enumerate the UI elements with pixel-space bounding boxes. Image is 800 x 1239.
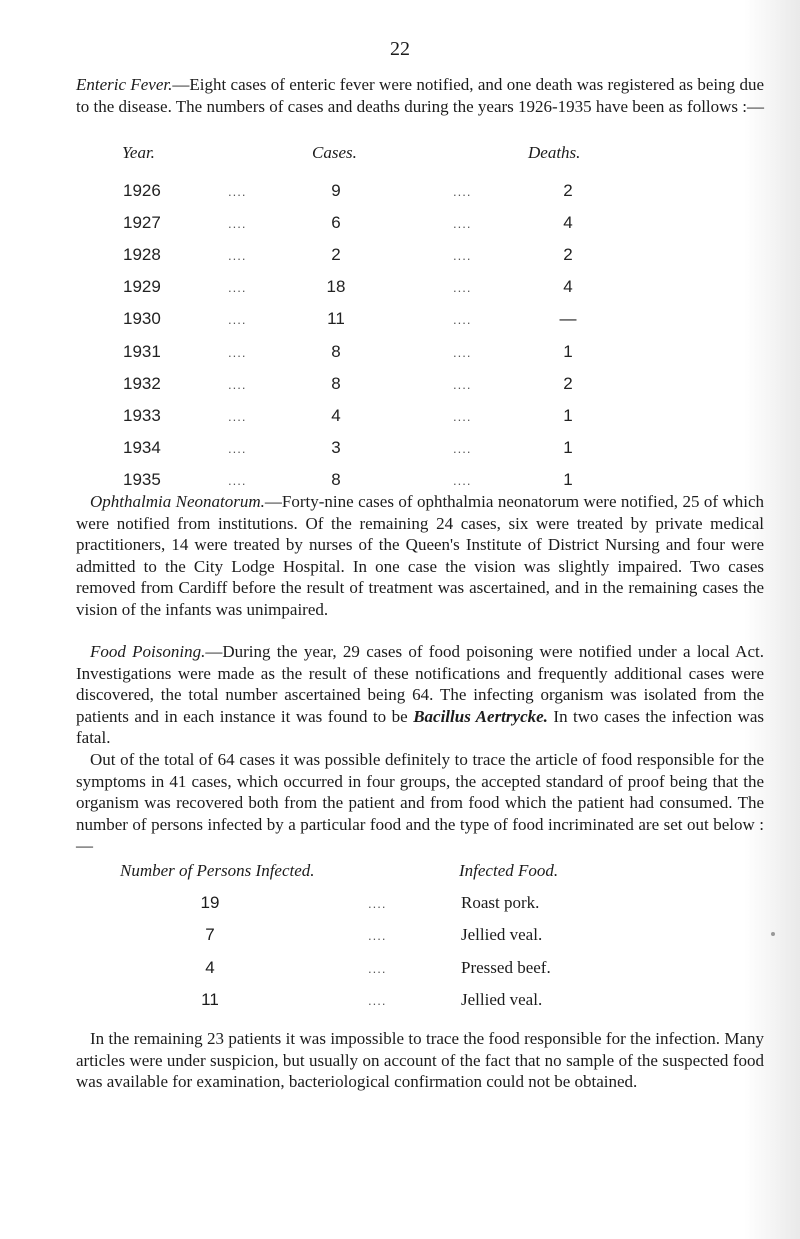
persons-infected-cell: 4 (205, 957, 215, 977)
dot-leader: .... (228, 312, 247, 328)
dot-leader: .... (453, 472, 472, 488)
ophthalmia-paragraph (76, 491, 764, 621)
remaining-patients-paragraph (76, 1028, 764, 1093)
year-cell: 1929 (123, 277, 161, 297)
deaths-cell: 4 (563, 277, 573, 297)
deaths-cell: 1 (563, 341, 573, 361)
dot-leader: .... (228, 280, 247, 296)
infected-food-cell: Jellied veal. (461, 925, 543, 945)
deaths-cell: 2 (563, 373, 573, 393)
dot-leader: .... (453, 216, 472, 232)
cases-cell: 9 (331, 181, 341, 200)
cases-cell: 4 (331, 405, 341, 425)
column-header-year: Year. (122, 143, 155, 162)
dot-leader: .... (228, 184, 247, 199)
infected-food-cell: Pressed beef. (461, 957, 551, 977)
year-cell: 1930 (123, 309, 161, 329)
dot-leader: .... (228, 408, 247, 424)
deaths-cell: 1 (563, 469, 573, 489)
dot-leader: .... (453, 344, 472, 360)
infected-food-cell: Jellied veal. (461, 989, 543, 1009)
year-cell: 1928 (123, 245, 161, 265)
food-poisoning-paragraph (76, 641, 764, 749)
food-poisoning-text-1: —During the year, 29 cases of food poisoning were notified under a local Act. Investigations were made as the result of these notifications and frequently additional cases were discovered, the total number ascertained being 64. The infecting organism was isolated from the patients and in each instance it was found to be (76, 642, 764, 726)
dot-leader: .... (228, 472, 247, 488)
year-cell: 1926 (123, 181, 161, 200)
deaths-cell: 2 (563, 181, 573, 200)
persons-infected-cell: 19 (200, 893, 220, 912)
persons-infected-cell: 11 (201, 989, 219, 1009)
dot-leader: .... (453, 280, 472, 296)
deaths-cell: 1 (563, 437, 573, 457)
cases-cell: 3 (331, 437, 341, 457)
deaths-cell: 4 (563, 213, 573, 233)
dot-leader: .... (228, 248, 247, 264)
food-poisoning-text-4: In the remaining 23 patients it was impossible to trace the food responsible for the infection. Many articles were under suspicion, but usually on account of the fact that no sample of the suspected food was available for examination, bacteriological confirmation could not be obtained. (76, 1029, 764, 1092)
dot-leader: .... (228, 344, 247, 360)
food-poisoning-text-2: In two cases the infection was fatal. (76, 706, 765, 748)
page-speck (771, 932, 775, 936)
year-cell: 1933 (123, 405, 161, 425)
food-poisoning-heading: Food Poisoning. (90, 642, 206, 661)
cases-cell: 8 (331, 341, 341, 361)
cases-cell: 6 (331, 213, 341, 233)
dot-leader: .... (228, 376, 247, 392)
enteric-heading: Enteric Fever. (76, 75, 173, 94)
dot-leader: .... (368, 896, 387, 911)
column-header-persons-infected: Number of Persons Infected. (120, 861, 315, 880)
food-source-paragraph (76, 749, 764, 857)
cases-cell: 11 (327, 309, 345, 329)
organism-name: Bacillus Aertrycke. (413, 706, 548, 726)
year-cell: 1934 (123, 437, 161, 457)
dot-leader: .... (453, 408, 472, 424)
dot-leader: .... (228, 216, 247, 232)
year-cell: 1927 (123, 213, 161, 233)
deaths-cell: — (559, 309, 577, 329)
dot-leader: .... (453, 440, 472, 456)
dot-leader: .... (368, 992, 387, 1008)
dot-leader: .... (453, 376, 472, 392)
cases-cell: 8 (331, 469, 341, 489)
year-cell: 1932 (123, 373, 161, 393)
dot-leader: .... (453, 312, 472, 328)
year-cell: 1935 (123, 469, 161, 489)
deaths-cell: 2 (563, 245, 573, 265)
cases-cell: 8 (331, 373, 341, 393)
infected-food-cell: Roast pork. (461, 893, 540, 912)
persons-infected-cell: 7 (205, 925, 215, 945)
column-header-deaths: Deaths. (528, 143, 581, 162)
page-number: 22 (390, 38, 410, 60)
dot-leader: .... (228, 440, 247, 456)
deaths-cell: 1 (563, 405, 573, 425)
cases-cell: 2 (331, 245, 341, 265)
enteric-paragraph (76, 74, 764, 117)
year-cell: 1931 (123, 341, 161, 361)
column-header-cases: Cases. (312, 143, 357, 162)
enteric-text: —Eight cases of enteric fever were notified, and one death was registered as being due to the disease. The numbers of cases and deaths during the years 1926-1935 have been as follows :— (76, 75, 765, 116)
ophthalmia-text: —Forty-nine cases of ophthalmia neonatorum were notified, 25 of which were notified from institutions. Of the remaining 24 cases, six were treated by private medical practitioners, 14 were treated by nurses of the Queen's Institute of District Nursing and four were admitted to the City Lodge Hospital. In one case the vision was slightly impaired. Two cases removed from Cardiff before the result of treatment was ascertained, and in the remaining cases the vision of the infants was unimpaired. (76, 492, 764, 619)
dot-leader: .... (368, 928, 387, 944)
food-poisoning-text-3: Out of the total of 64 cases it was possible definitely to trace the article of food responsible for the symptoms in 41 cases, which occurred in four groups, the accepted standard of proof being that the organism was recovered both from the patient and from food which the patient had consumed. The number of persons infected by a particular food and the type of food incriminated are set out below :— (76, 750, 764, 856)
dot-leader: .... (453, 184, 472, 199)
dot-leader: .... (453, 248, 472, 264)
column-header-infected-food: Infected Food. (459, 861, 559, 880)
dot-leader: .... (368, 960, 387, 976)
cases-cell: 18 (326, 277, 346, 297)
ophthalmia-heading: Ophthalmia Neonatorum. (90, 492, 265, 511)
